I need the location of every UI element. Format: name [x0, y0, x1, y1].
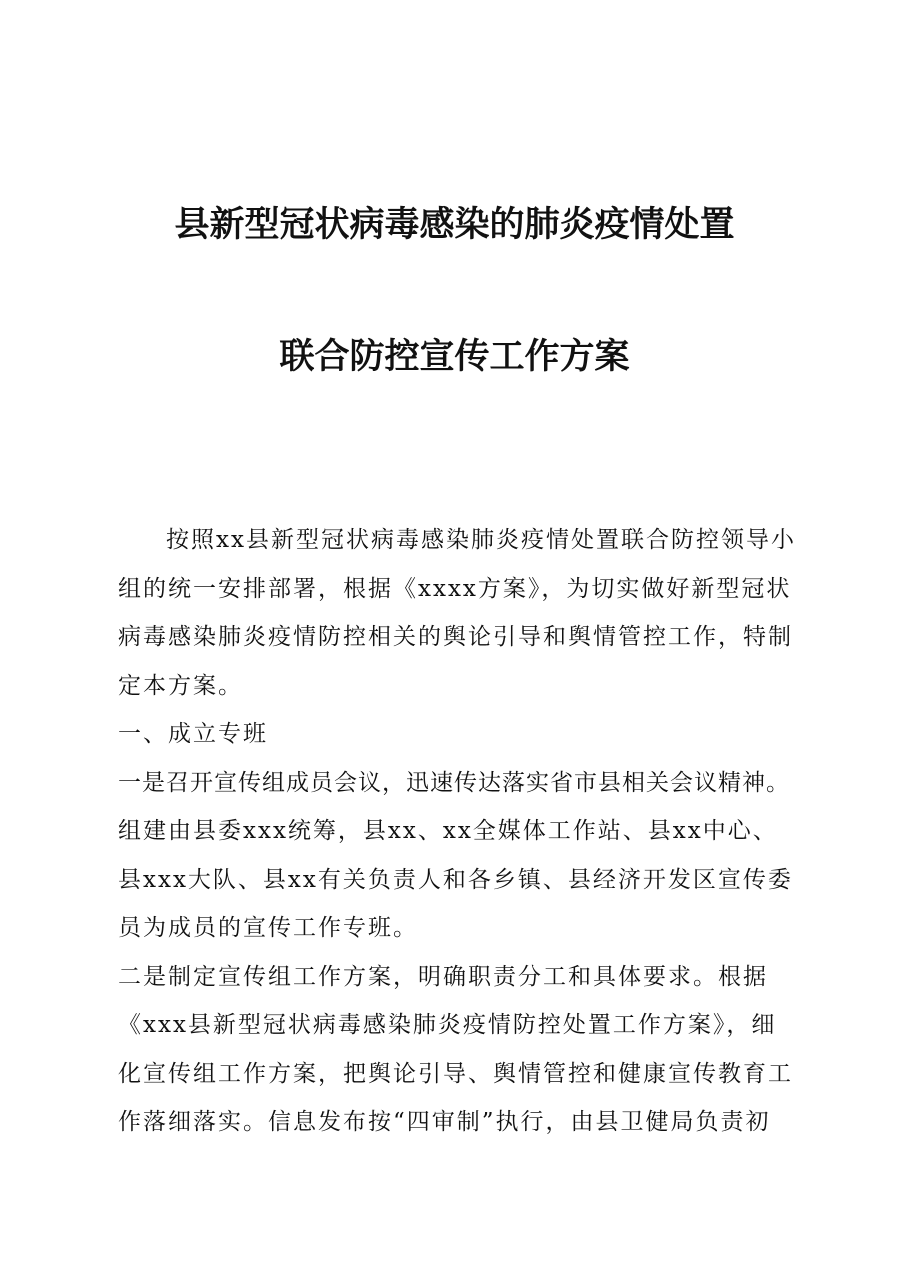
paragraph-line: 员为成员的宣传工作专班。	[118, 915, 418, 941]
paragraph-line: 组建由县委xxx统筹，县xx、xx全媒体工作站、县xx中心、	[118, 818, 778, 844]
paragraph-line: 二是制定宣传组工作方案，明确职责分工和具体要求。根据	[118, 963, 768, 990]
paragraph-line: 县xxx大队、县xx有关负责人和各乡镇、县经济开发区宣传委	[118, 866, 793, 893]
paragraph-line: 《xxx县新型冠状病毒感染肺炎疫情防控处置工作方案》，细	[118, 1012, 777, 1038]
paragraph-line: 病毒感染肺炎疫情防控相关的舆论引导和舆情管控工作，特制	[118, 624, 793, 650]
section-heading: 一、成立专班	[118, 721, 268, 747]
paragraph-line: 作落细落实。信息发布按“四审制”执行，由县卫健局负责初	[118, 1109, 771, 1135]
paragraph-line: 化宣传组工作方案，把舆论引导、舆情管控和健康宣传教育工	[118, 1060, 793, 1087]
document-title-line-1: 县新型冠状病毒感染的肺炎疫情处置	[174, 205, 735, 245]
document-body	[118, 516, 794, 1147]
paragraph-line: 一是召开宣传组成员会议，迅速传达落实省市县相关会议精神。	[118, 769, 790, 796]
paragraph-line: 定本方案。	[118, 672, 243, 699]
paragraph-line: 组的统一安排部署，根据《xxxx方案》，为切实做好新型冠状	[118, 575, 792, 602]
paragraph-line: 按照xx县新型冠状病毒感染肺炎疫情处置联合防控领导小	[166, 527, 796, 553]
document-title-line-2: 联合防控宣传工作方案	[279, 337, 630, 377]
